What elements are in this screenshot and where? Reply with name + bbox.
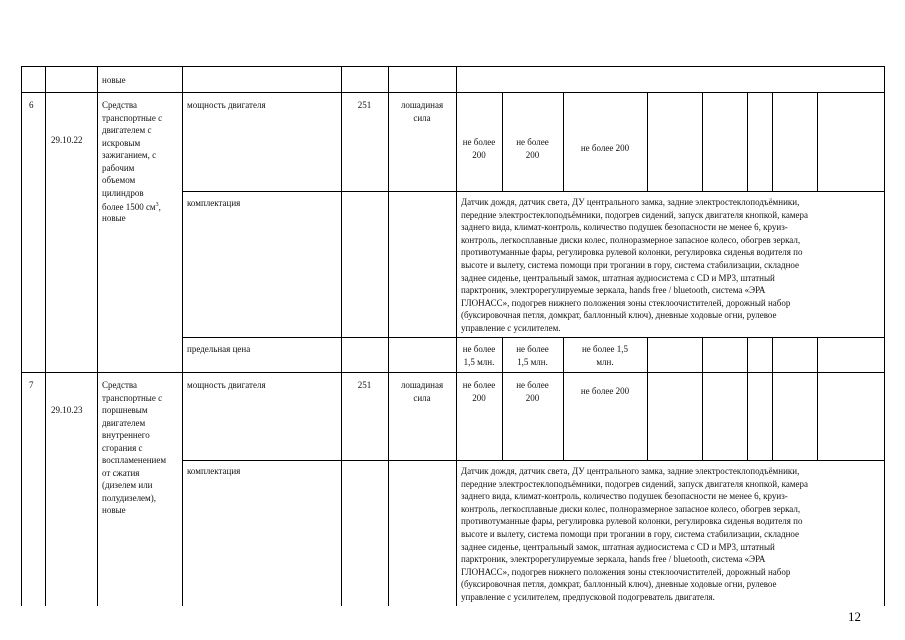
row6-price-v3a: не более 1,5: [581, 344, 628, 354]
row6-power-okei-code: 251: [357, 100, 372, 110]
equip-line: передние электростеклоподъёмники, подогрев сидений, запуск двигателя кнопкой, камера: [461, 209, 809, 220]
vline-sub: [747, 92, 748, 191]
equip-line: высоте и вылету, система помощи при трогании в гору, система стабилизации, складное: [461, 529, 800, 539]
row6-power-label: мощность двигателя: [187, 100, 266, 110]
row6-power-v3: не более 200: [580, 143, 630, 153]
vline-sub: [772, 372, 773, 460]
row6-power-unit-2: сила: [413, 112, 431, 123]
hline-row7-equip: [182, 460, 885, 461]
row6-power-unit-1: лошадиная: [400, 100, 444, 110]
hline-top: [21, 66, 885, 67]
equip-line: управление с усилителем.: [461, 323, 561, 333]
equip-line: (буксировочная петля, домкрат, баллонный ключ), дневные ходовые огни, рулевое: [461, 579, 777, 590]
vline-sub: [747, 337, 748, 372]
vline-sub: [772, 92, 773, 191]
equip-line: противотуманные фары, регулировка рулевой колонки, регулировка сиденья водителя по: [461, 516, 803, 527]
vline-unit-left: [388, 66, 389, 606]
vline-unitcode-left: [341, 66, 342, 606]
row6-price-v2b: 1,5 млн.: [517, 356, 548, 367]
type-line: сгорания с: [102, 442, 143, 453]
hline-row6-top: [21, 92, 885, 93]
row6-power-v2a: не более: [516, 137, 549, 147]
vline-sub: [647, 372, 648, 460]
type-line: двигателем: [102, 417, 146, 428]
row6-power-v2b: 200: [525, 149, 540, 160]
type-line: поршневым: [102, 405, 148, 415]
equip-line: высоте и вылету, система помощи при трогании в гору, система стабилизации, складное: [461, 260, 800, 270]
equip-line: заднего вида, климат-контроль, количество подушек безопасности не менее 6, круиз-: [461, 222, 788, 233]
type-line: воспламенением: [102, 455, 167, 465]
row6-price-label: предельная цена: [187, 344, 251, 354]
equip-line: противотуманные фары, регулировка рулевой колонки, регулировка сиденья водителя по: [461, 247, 803, 258]
type-line: Средства: [102, 380, 138, 390]
page-number: 12: [848, 609, 861, 624]
hline-row6-price: [182, 337, 885, 338]
equip-line: Датчик дождя, датчик света, ДУ центрального замка, задние электростеклоподъёмники,: [461, 197, 800, 207]
vline-sub: [817, 372, 818, 460]
type-line: искровым: [102, 137, 141, 148]
equip-line: контроль, легкосплавные диски колес, полноразмерное запасное колесо, обогрев зеркал,: [461, 234, 801, 245]
type-line: полудизелем),: [102, 492, 156, 503]
row7-number: 7: [29, 380, 34, 390]
volume-sup: 3: [155, 202, 159, 208]
vline-sub: [772, 337, 773, 372]
vline-sub: [817, 92, 818, 191]
type-line: цилиндров: [102, 187, 144, 198]
row7-equipment-label: комплектация: [187, 466, 241, 476]
equip-line: Датчик дождя, датчик света, ДУ центрального замка, задние электростеклоподъёмники,: [461, 466, 800, 476]
row6-price-v1b: 1,5 млн.: [463, 356, 495, 367]
row6-equipment-label: комплектация: [187, 198, 241, 208]
equip-line: ГЛОНАСС», подогрев нижнего положения зоны стеклоочистителей, дорожный набор: [461, 297, 791, 308]
equip-line: ГЛОНАСС», подогрев нижнего положения зоны стеклоочистителей, дорожный набор: [461, 566, 791, 577]
type-line: рабочим: [102, 162, 135, 173]
row6-power-v1b: 200: [472, 149, 486, 160]
equip-line: парктроник, электрорегулируемые зеркала, hands free / bluetooth, система «ЭРА: [461, 285, 766, 296]
row6-price-v1a: не более: [462, 344, 496, 354]
hline-row6-equip: [182, 191, 885, 192]
vline-sub: [702, 92, 703, 191]
row7-power-unit-2: сила: [413, 392, 431, 403]
type-line: Средства: [102, 100, 138, 110]
equip-line: (буксировочная петля, домкрат, баллонный ключ), дневные ходовые огни, рулевое: [461, 310, 777, 321]
row7-power-v1b: 200: [472, 392, 486, 403]
type-line: (дизелем или: [102, 480, 153, 490]
row6-number: 6: [29, 100, 34, 110]
vline-sub: [647, 337, 648, 372]
type-line: объемом: [102, 175, 136, 185]
volume-text: более 1500 см: [102, 202, 156, 212]
equip-line: передние электростеклоподъёмники, подогрев сидений, запуск двигателя кнопкой, камера: [461, 478, 809, 489]
row7-power-v3: не более 200: [580, 386, 630, 396]
equip-line: контроль, легкосплавные диски колес, полноразмерное запасное колесо, обогрев зеркал,: [461, 503, 801, 514]
vline-sub: [702, 372, 703, 460]
row7-power-unit-1: лошадиная: [400, 380, 444, 390]
vline-right: [884, 66, 885, 606]
vline-sub: [747, 372, 748, 460]
equip-line: парктроник, электрорегулируемые зеркала, hands free / bluetooth, система «ЭРА: [461, 554, 766, 565]
vline-type-left: [97, 66, 98, 606]
hline-row7-top: [21, 372, 885, 373]
type-line: новые: [102, 212, 126, 223]
vline-sub: [817, 337, 818, 372]
type-line: новые: [102, 505, 126, 515]
row7-power-okei-code: 251: [357, 380, 372, 390]
equip-line: заднее сиденье, центральный замок, штатная аудиосистема с CD и MP3, штатный: [461, 272, 775, 283]
row7-power-v2a: не более: [516, 380, 549, 390]
vline-sub: [647, 92, 648, 191]
equip-line: управление с усилителем, предпусковой подогреватель двигателя.: [461, 592, 715, 602]
row7-power-label: мощность двигателя: [187, 380, 266, 390]
row6-okpd-code: 29.10.22: [51, 135, 83, 145]
row6-power-v1a: не более: [462, 137, 496, 147]
vline-num-left: [21, 66, 22, 606]
equip-line: заднее сиденье, центральный замок, штатная аудиосистема с CD и MP3, штатный: [461, 541, 775, 552]
equip-line: заднего вида, климат-контроль, количество подушек безопасности не менее 6, круиз-: [461, 491, 788, 502]
row6-price-v2a: не более: [516, 344, 549, 354]
top-row-type-tail: новые: [102, 75, 126, 85]
vline-char-left: [182, 66, 183, 606]
vline-sub: [702, 337, 703, 372]
row7-okpd-code: 29.10.23: [51, 405, 83, 415]
row6-price-v3b: млн.: [596, 356, 614, 367]
type-line: от сжатия: [102, 467, 140, 478]
type-line: зажиганием, с: [102, 150, 157, 160]
type-line: внутреннего: [102, 430, 150, 440]
vline-code-left: [45, 66, 46, 606]
type-line: двигателем с: [102, 125, 152, 135]
type-line: транспортные с: [102, 392, 163, 403]
row7-power-v2b: 200: [525, 392, 540, 403]
volume-tail: ,: [158, 202, 161, 212]
type-line: транспортные с: [102, 112, 163, 123]
row7-power-v1a: не более: [462, 380, 496, 390]
